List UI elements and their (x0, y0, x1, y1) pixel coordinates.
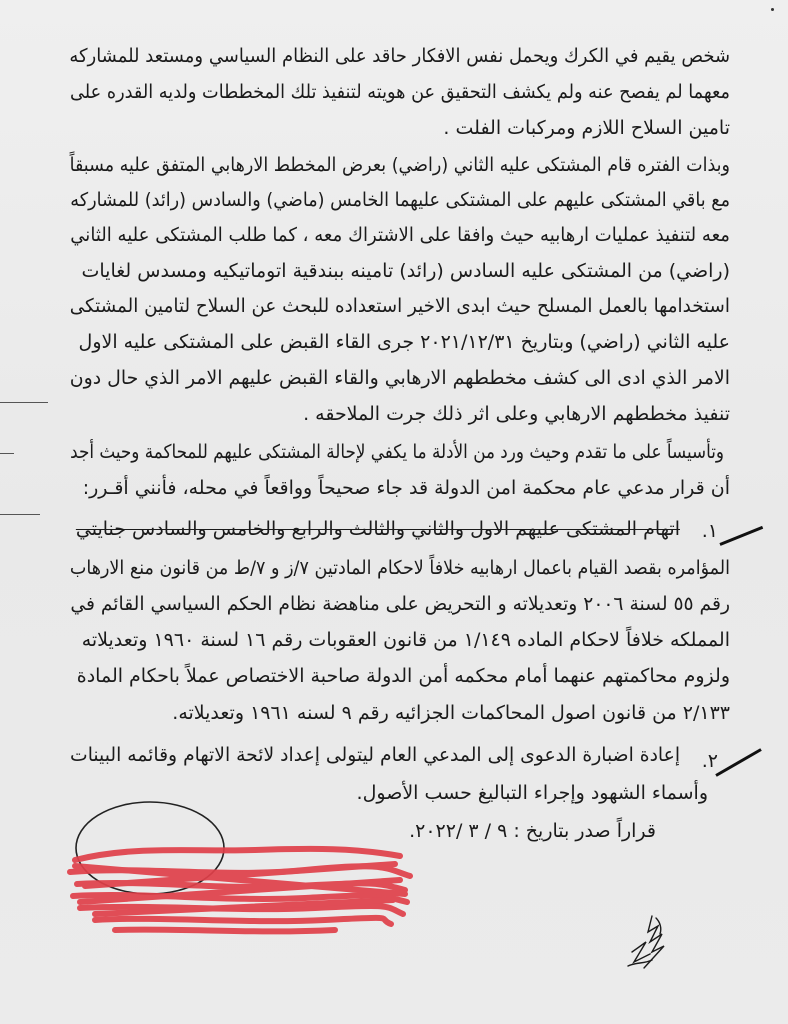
paragraph2-line-8: تنفيذ مخططهم الارهابي وعلى اثر ذلك جرت الملاحقه . (303, 403, 730, 425)
paragraph3-line-2: أن قرار مدعي عام محكمة امن الدولة قد جاء صحيحاً وواقعاً في محله، فأنني أقـرر: (82, 477, 730, 499)
item1-line-4: ولزوم محاكمتهم عنهما أمام محكمه أمن الدولة صاحبة الاختصاص عملاً باحكام المادة (76, 665, 730, 687)
margin-line (0, 402, 48, 403)
redaction-scribble (55, 790, 425, 945)
paragraph3-line-1: وتأسيساً على ما تقدم وحيث ورد من الأدلة ما يكفي لإحالة المشتكى عليهم للمحاكمة وحيث أجد (70, 441, 725, 463)
item1-struck-line: اتهام المشتكى عليهم الاول والثاني والثالث والرابع والخامس والسادس جنايتي (75, 518, 680, 540)
item2-line-2: وأسماء الشهود وإجراء التباليغ حسب الأصول. (356, 782, 708, 804)
item-number-1: ١. (701, 520, 718, 542)
margin-line (0, 453, 14, 454)
handwritten-dash-mark (715, 748, 762, 777)
paragraph1-line-3: تامين السلاح اللازم ومركبات الفلت . (443, 117, 730, 139)
item-number-2: ٢. (701, 750, 718, 772)
paragraph1-line-2: معهما لم يفصح عنه ولم يكشف التحقيق عن هويته لتنفيذ تلك المخططات ولديه القدره على (70, 81, 731, 103)
paragraph2-line-7: الامر الذي ادى الى كشف مخططهم الارهابي والقاء القبض عليهم الامر الذي حال دون (69, 367, 730, 389)
paragraph2-line-2: مع باقي المشتكى عليهم على المشتكى عليهما الخامس (ماضي) والسادس (رائد) للمشاركه (70, 189, 731, 211)
paragraph2-line-1: وبذات الفتره قام المشتكى عليه الثاني (راضي) بعرض المخطط الارهابي المتفق عليه مسبقاً (69, 154, 731, 176)
issue-date: قراراً صدر بتاريخ : ٩ / ٣ /٢٠٢٢. (409, 820, 656, 842)
paragraph2-line-4: (راضي) من المشتكى عليه السادس (رائد) تامينه ببندقية اتوماتيكيه ومسدس لغايات (81, 260, 730, 282)
item2-line-1: إعادة اضبارة الدعوى إلى المدعي العام ليتولى إعداد لائحة الاتهام وقائمه البينات (69, 744, 680, 766)
margin-line (0, 514, 40, 515)
item1-line-5: ٢/١٣٣ من قانون اصول المحاكمات الجزائيه رقم ٩ لسنه ١٩٦١ وتعديلاته. (172, 702, 730, 724)
paragraph2-line-3: معه لتنفيذ عمليات ارهابيه حيث وافقا على الاشتراك معه ، كما طلب المشتكى عليه الثاني (70, 224, 730, 246)
signature-scribble-icon (622, 912, 672, 974)
item1-line-1: المؤامره بقصد القيام باعمال ارهابيه خلافاً لاحكام المادتين ٧/ز و ٧/ط من قانون منع الارهاب (69, 557, 730, 579)
paragraph1-line-1: شخص يقيم في الكرك ويحمل نفس الافكار حاقد على النظام السياسي ومستعد للمشاركه (69, 45, 730, 67)
speck-mark (771, 8, 774, 11)
item1-line-3: المملكه خلافاً لاحكام الماده ١/١٤٩ من قانون العقوبات رقم ١٦ لسنة ١٩٦٠ وتعديلاته (81, 629, 730, 651)
item1-line-2: رقم ٥٥ لسنة ٢٠٠٦ وتعديلاته و التحريض على مناهضة نظام الحكم السياسي القائم في (70, 593, 730, 615)
paragraph2-line-5: استخدامها بالعمل المسلح حيث ابدى الاخير استعداده للبحث عن السلاح لتامين المشتكى (69, 295, 731, 317)
handwritten-dash-mark (719, 526, 763, 546)
paragraph2-line-6: عليه الثاني (راضي) وبتاريخ ٢٠٢١/١٢/٣١ جرى القاء القبض على المشتكى عليه الاول (78, 331, 730, 353)
